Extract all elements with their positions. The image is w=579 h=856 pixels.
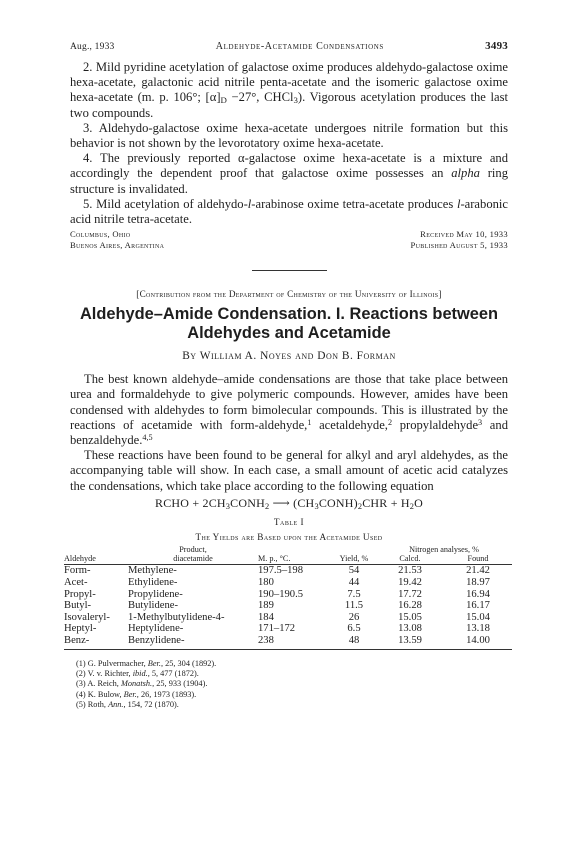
- running-head-title: Aldehyde-Acetamide Condensations: [215, 41, 384, 52]
- table-caption: The Yields are Based upon the Acetamide Used: [195, 531, 383, 542]
- header-found: Found: [444, 555, 512, 565]
- header-product: Product,: [179, 544, 207, 554]
- reference-item: (3) A. Reich, Monatsh., 25, 933 (1904).: [76, 679, 208, 689]
- article-signature: [70, 229, 508, 251]
- yields-table: [64, 546, 512, 650]
- section-divider: [252, 270, 327, 271]
- reference-item: (1) G. Pulvermacher, Ber., 25, 304 (1892).: [76, 658, 217, 668]
- paragraph-2: These reactions have been found to be general for alkyl and aryl aldehydes, as the accompanying table will show. In each case, a small amount of acetic acid catalyzes the condensations, which take place according to the following equation: [70, 448, 508, 493]
- footnote-references: [70, 659, 508, 710]
- table-row: Benz- Benzylidene- 238 48 13.59 14.00: [64, 635, 512, 649]
- running-head-date: Aug., 1933: [70, 42, 115, 52]
- reference-item: (2) V. v. Richter, ibid., 5, 477 (1872).: [76, 668, 199, 678]
- table-row: Butyl- Butylidene- 189 11.5 16.28 16.17: [64, 600, 490, 612]
- table-row: Acet- Ethylidene- 180 44 19.42 18.97: [64, 577, 490, 589]
- summary-item-5: 5. Mild acetylation of aldehydo-l-arabinose oxime tetra-acetate produces l-arabonic acid nitrile tetra-acetate.: [70, 196, 508, 227]
- header-aldehyde: Aldehyde: [64, 555, 128, 565]
- table-label: Table I: [273, 516, 305, 527]
- reference-item: (4) K. Bulow, Ber., 26, 1973 (1893).: [76, 689, 197, 699]
- page-number: 3493: [485, 40, 508, 52]
- table-row: Heptyl- Heptylidene- 171–172 6.5 13.08 13.18: [64, 623, 490, 635]
- paragraph-1: The best known aldehyde–amide condensations are those that take place between urea and formaldehyde to give polymeric compounds. However, amides have been condensed with aldehydes to form bimolecular compounds. This is illustrated by the reactions of acetamide with form-aldehyde,$^1$ acetaldehyde,$^2$ propylaldehyde$^3$ and benzaldehyde.$^{4,5}$: [70, 372, 508, 448]
- received-date: Received May 10, 1933: [420, 229, 508, 240]
- table-row: Form- Methylene- 197.5–198 54 21.53 21.42: [64, 565, 490, 577]
- journal-page: [64, 40, 509, 710]
- published-date: Published August 5, 1933: [410, 240, 508, 251]
- running-head: [70, 40, 508, 52]
- summary-item-3: 3. Aldehydo-galactose oxime hexa-acetate undergoes nitrile formation but this behavior is not shown by the levorotatory oxime hexa-acetate.: [70, 120, 508, 151]
- summary-items: [70, 60, 508, 227]
- article-title: Aldehyde–Amide Condensation. I. Reactions between Aldehydes and Acetamide: [79, 305, 499, 342]
- header-mp: M. p., °C.: [258, 555, 332, 565]
- signature-location-2: Buenos Aires, Argentina: [70, 240, 165, 251]
- header-calcd: Calcd.: [376, 555, 444, 565]
- summary-item-4: 4. The previously reported α-galactose oxime hexa-acetate is a mixture and accordingly the dependent proof that galactose oxime possesses an alpha ring structure is invalidated.: [70, 151, 509, 196]
- reference-item: (5) Roth, Ann., 154, 72 (1870).: [76, 699, 179, 709]
- reaction-equation: RCHO + $2CH_3CONH_2$ ⟶ $(CH_3CONH)_2CHR + H_2O$: [154, 495, 423, 511]
- table-row: Propyl- Propylidene- 190–190.5 7.5 17.72 16.94: [64, 588, 490, 600]
- summary-item-2: 2. Mild pyridine acetylation of galactose oxime produces aldehydo-galactose oxime hexa-acetate, galactonic acid nitrile penta-acetate and the isomeric galactose oxime hexa-acetate (m. p. 106°; $[\alpha]_D -27^\circ$, CHCl$_3$). Vigorous acetylation produces the last two compounds.: [70, 60, 508, 120]
- header-yield: Yield, %: [332, 555, 376, 565]
- author-byline: By William A. Noyes and Don B. Forman: [182, 350, 396, 363]
- header-diacetamide: diacetamide: [128, 555, 258, 565]
- table-row: Isovaleryl- 1-Methylbutylidene-4- 184 26 15.05 15.04: [64, 611, 490, 623]
- signature-location-1: Columbus, Ohio: [70, 229, 131, 240]
- contribution-line: [Contribution from the Department of Chemistry of the University of Illinois]: [136, 289, 442, 300]
- header-nitrogen: Nitrogen analyses, %: [409, 544, 479, 554]
- article-body: [70, 372, 508, 494]
